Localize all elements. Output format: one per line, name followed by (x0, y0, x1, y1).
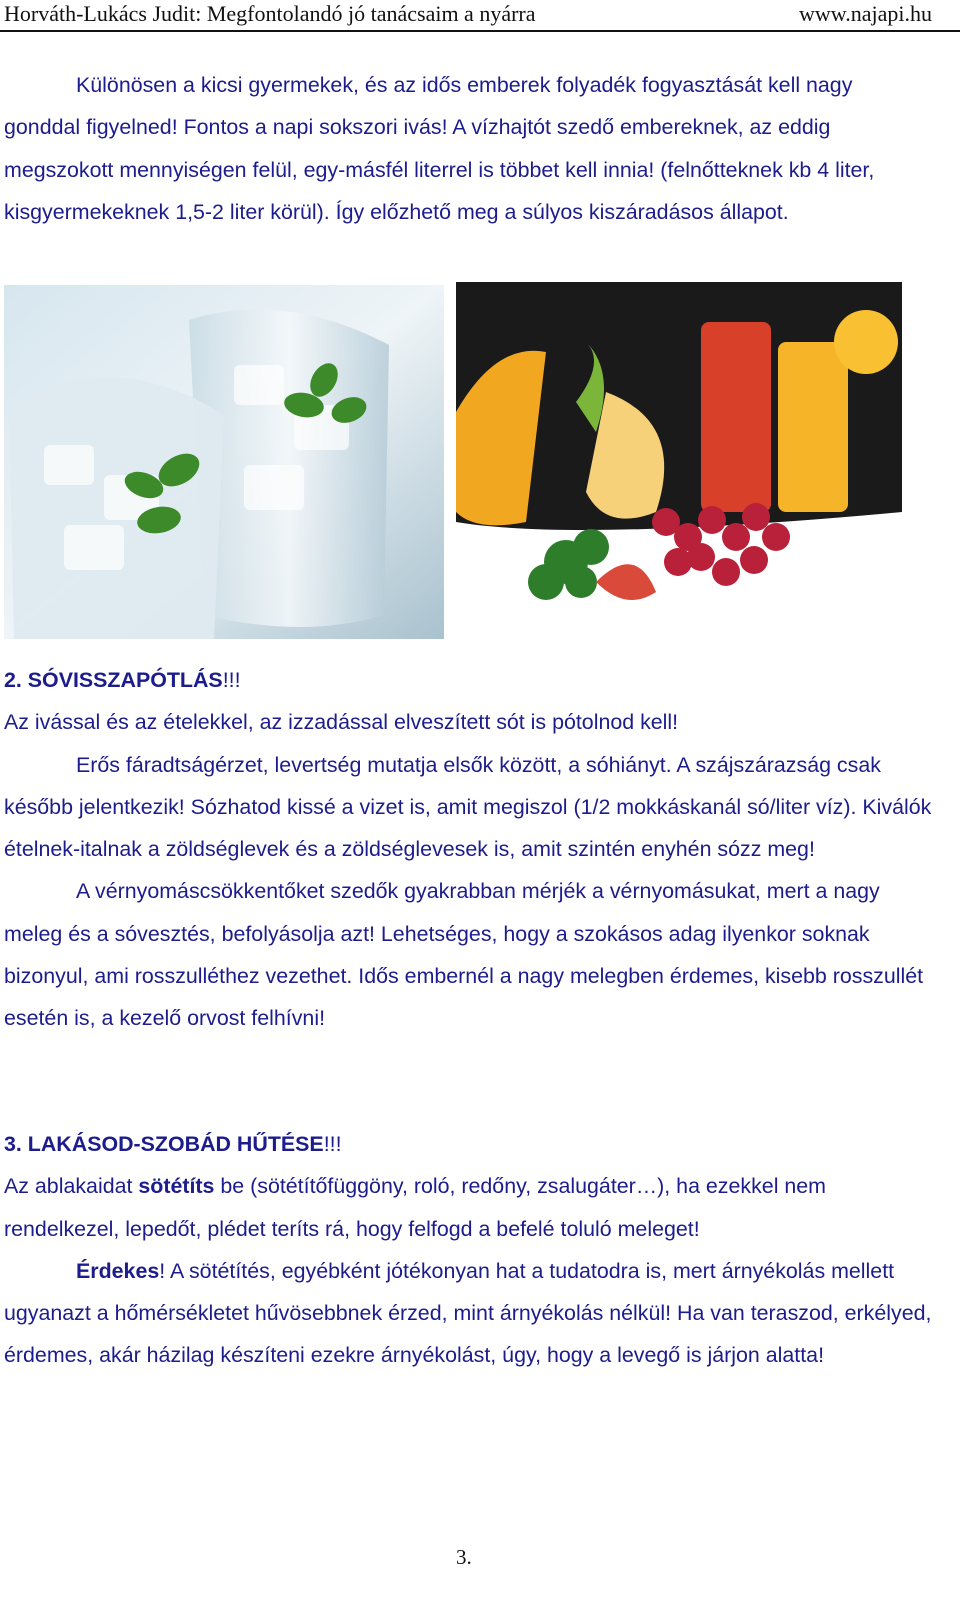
section-3-p2-bold: Érdekes (76, 1258, 160, 1283)
intro-paragraph-block (4, 64, 934, 233)
section-2-paragraph-2: Erős fáradtságérzet, levertség mutatja elsők között, a sóhiányt. A szájszárazság csak később jelentkezik! Sózhatod kissé a vizet is, amit megiszol (1/2 mokkáskanál só/liter víz). Kiválók ételnek-italnak a zöldséglevek és a zöldséglevesek is, amit szintén enyhén sózz meg! (4, 752, 932, 862)
intro-paragraph: Különösen a kicsi gyermekek, és az idős emberek folyadék fogyasztását kell nagy gonddal figyelned! Fontos a napi sokszori ivás! A vízhajtót szedő embereknek, az eddig megszokott mennyiségen felül, egy-másfél literrel is többet kell innia! (felnőtteknek kb 4 liter, kisgyermekeknek 1,5-2 liter körül). Így előzhető meg a súlyos kiszáradásos állapot. (4, 73, 875, 224)
section-3-p1-text-start: Az ablakaidat (4, 1174, 139, 1199)
section-3 (4, 1123, 934, 1377)
section-2-heading-exclaim: !!! (222, 668, 241, 692)
fruit-juice-image (456, 282, 902, 639)
water-glasses-image (4, 285, 444, 639)
header-website: www.najapi.hu (799, 1, 932, 26)
page-number: 3. (456, 1545, 472, 1569)
section-2-paragraph-1: Az ivással és az ételekkel, az izzadással elveszített sót is pótolnod kell! (4, 710, 679, 735)
page-header (0, 0, 960, 32)
section-3-p2-text: ! A sötétítés, egyébként jótékonyan hat a tudatodra is, mert árnyékolás mellett ugyanazt a hőmérsékletet hűvösebbnek érzed, mint árnyékolás nélkül! Ha van teraszod, erkélyed, érdemes, akár házilag készíteni ezekre árnyékolást, úgy, hogy a levegő is járjon alatta! (4, 1258, 932, 1368)
header-title: Horváth-Lukács Judit: Megfontolandó jó tanácsaim a nyárra (4, 1, 536, 26)
section-2-paragraph-3: A vérnyomáscsökkentőket szedők gyakrabban mérjék a vérnyomásukat, mert a nagy meleg és a sóvesztés, befolyásolja azt! Lehetséges, hogy a szokásos adag ilyenkor soknak bizonyul, ami rosszulléthez vezethet. Idős embernél a nagy melegben érdemes, kisebb rosszullét esetén is, a kezelő orvost felhívni! (4, 879, 924, 1031)
section-3-p1-bold: sötétíts (138, 1174, 215, 1199)
section-3-paragraph-1 (4, 1165, 934, 1250)
section-3-heading-line (4, 1123, 934, 1165)
section-3-heading-exclaim: !!! (323, 1132, 342, 1156)
section-2 (4, 659, 934, 1040)
section-3-paragraph-2 (4, 1250, 934, 1377)
section-3-heading: 3. LAKÁSOD-SZOBÁD HŰTÉSE (4, 1132, 324, 1156)
section-2-heading: 2. SÓVISSZAPÓTLÁS (4, 668, 223, 692)
section-2-heading-line (4, 659, 934, 701)
section-3-p1-text-end: be (sötétítőfüggöny, roló, redőny, zsalugáter…), ha ezekkel nem rendelkezel, lepedőt, plédet teríts rá, hogy felfogd a befelé toluló meleget! (4, 1174, 826, 1241)
